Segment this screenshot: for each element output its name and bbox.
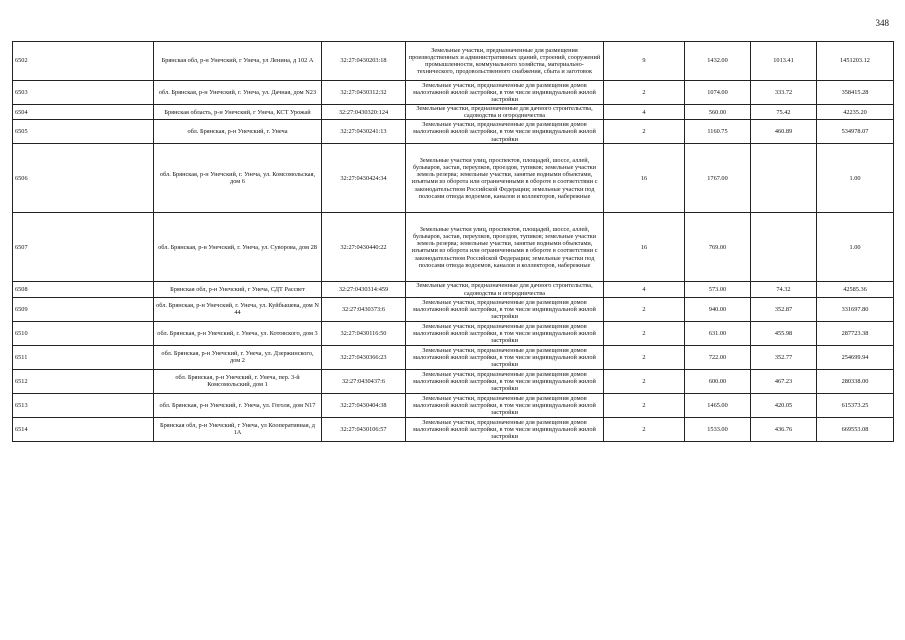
table-row [13,120,894,144]
land-use-cell: Земельные участки, предназначенные для размещения домов малоэтажной жилой застройки, в том числе индивидуальной жилой застройки [406,393,604,417]
table-row [13,297,894,321]
zone-cell: 16 [604,144,685,213]
land-use-cell: Земельные участки, предназначенные для размещения домов малоэтажной жилой застройки, в том числе индивидуальной жилой застройки [406,369,604,393]
cadastral-value-cell: 615373.25 [817,393,894,417]
address-cell: обл. Брянская, р-н Унечский, г. Унеча, ул. Дзержинского, дом 2 [154,345,322,369]
cadastral-number-cell: 32:27:0430404:38 [322,393,406,417]
address-cell: обл. Брянская, р-н Унечский, г. Унеча, ул. Суворова, дом 28 [154,213,322,282]
cadastral-number-cell: 32:27:0430241:13 [322,120,406,144]
land-use-cell: Земельные участки, предназначенные для размещения домов малоэтажной жилой застройки, в том числе индивидуальной жилой застройки [406,297,604,321]
specific-value-cell: 352.77 [751,345,817,369]
address-cell: обл. Брянская, р-н Унечский, г. Унеча [154,120,322,144]
cadastral-number-cell: 32:27:0430424:34 [322,144,406,213]
specific-value-cell [751,144,817,213]
cadastral-value-cell: 254699.94 [817,345,894,369]
row-number: 6514 [13,417,154,441]
address-cell: Брянская область, р-н Унечский, г Унеча, КСТ Урожай [154,105,322,120]
cadastral-value-cell: 280338.00 [817,369,894,393]
table-row [13,393,894,417]
address-cell: Брянская обл, р-н Унечский, г Унеча, ул Ленина, д 102 А [154,42,322,81]
cadastral-value-cell: 1.00 [817,144,894,213]
cadastral-number-cell: 32:27:0430373:6 [322,297,406,321]
specific-value-cell: 467.23 [751,369,817,393]
cadastral-number-cell: 32:27:0430366:23 [322,345,406,369]
row-number: 6510 [13,321,154,345]
row-number: 6511 [13,345,154,369]
area-cell: 1074.00 [685,81,751,105]
land-use-cell: Земельные участки, предназначенные для размещения домов малоэтажной жилой застройки, в том числе индивидуальной жилой застройки [406,321,604,345]
cadastral-number-cell: 32:27:0430437:6 [322,369,406,393]
table-row [13,213,894,282]
area-cell: 940.00 [685,297,751,321]
table-row [13,345,894,369]
table-row [13,369,894,393]
zone-cell: 16 [604,213,685,282]
row-number: 6509 [13,297,154,321]
cadastral-value-cell: 358415.28 [817,81,894,105]
cadastral-value-cell: 1.00 [817,213,894,282]
address-cell: Брянская обл, р-н Унечский, г Унеча, СДТ Рассвет [154,282,322,297]
address-cell: обл. Брянская, р-н Унечский, г. Унеча, пер. 3-й Комсомольский, дом 1 [154,369,322,393]
specific-value-cell: 75.42 [751,105,817,120]
land-use-cell: Земельные участки, предназначенные для размещения домов малоэтажной жилой застройки, в том числе индивидуальной жилой застройки [406,120,604,144]
cadastral-number-cell: 32:27:0430203:18 [322,42,406,81]
area-cell: 769.00 [685,213,751,282]
cadastral-number-cell: 32:27:0430314:459 [322,282,406,297]
row-number: 6506 [13,144,154,213]
cadastral-number-cell: 32:27:0430116:50 [322,321,406,345]
zone-cell: 2 [604,369,685,393]
row-number: 6502 [13,42,154,81]
area-cell: 560.00 [685,105,751,120]
cadastral-number-cell: 32:27:0430106:57 [322,417,406,441]
cadastral-value-cell: 669553.08 [817,417,894,441]
zone-cell: 4 [604,105,685,120]
area-cell: 722.00 [685,345,751,369]
land-use-cell: Земельные участки, предназначенные для дачного строительства, садоводства и огородничества [406,105,604,120]
cadastral-value-table [12,41,894,442]
area-cell: 631.00 [685,321,751,345]
row-number: 6504 [13,105,154,120]
address-cell: обл. Брянская, р-н Унечский, г. Унеча, ул. Котовского, дом 3 [154,321,322,345]
specific-value-cell: 460.89 [751,120,817,144]
zone-cell: 2 [604,297,685,321]
cadastral-number-cell: 32:27:0430312:32 [322,81,406,105]
zone-cell: 2 [604,393,685,417]
specific-value-cell [751,213,817,282]
area-cell: 1432.00 [685,42,751,81]
row-number: 6513 [13,393,154,417]
land-use-cell: Земельные участки, предназначенные для размещения домов малоэтажной жилой застройки, в том числе индивидуальной жилой застройки [406,81,604,105]
specific-value-cell: 455.98 [751,321,817,345]
zone-cell: 2 [604,81,685,105]
zone-cell: 2 [604,417,685,441]
cadastral-value-cell: 1451203.12 [817,42,894,81]
table-row [13,417,894,441]
cadastral-number-cell: 32:27:0430440:22 [322,213,406,282]
land-use-cell: Земельные участки улиц, проспектов, площадей, шоссе, аллей, бульваров, застав, переулков, проездов, тупиков; земельные участки земель резерва; земельные участки, занятые водными объектами, изъятыми из оборота или ограниченными в обороте в соответствии с законодательством Российской Федерации; земельные участки под полосами отвода водоемов, каналов и коллекторов, набережные [406,144,604,213]
area-cell: 573.00 [685,282,751,297]
row-number: 6508 [13,282,154,297]
zone-cell: 2 [604,321,685,345]
address-cell: обл. Брянская, р-н Унечский, г. Унеча, ул. Гоголя, дом N17 [154,393,322,417]
cadastral-value-cell: 287723.38 [817,321,894,345]
specific-value-cell: 333.72 [751,81,817,105]
area-cell: 1465.00 [685,393,751,417]
zone-cell: 4 [604,282,685,297]
address-cell: обл. Брянская, р-н Унечский, г. Унеча, ул. Куйбышева, дом N 44 [154,297,322,321]
address-cell: Брянская обл, р-н Унечский, г Унеча, ул Кооперативная, д 1А [154,417,322,441]
specific-value-cell: 74.32 [751,282,817,297]
row-number: 6512 [13,369,154,393]
specific-value-cell: 436.76 [751,417,817,441]
land-use-cell: Земельные участки улиц, проспектов, площадей, шоссе, аллей, бульваров, застав, переулков, проездов, тупиков; земельные участки земель резерва; земельные участки, занятые водными объектами, изъятыми из оборота или ограниченными в обороте в соответствии с законодательством Российской Федерации; земельные участки под полосами отвода водоемов, каналов и коллекторов, набережные [406,213,604,282]
cadastral-value-cell: 42235.20 [817,105,894,120]
cadastral-value-cell: 534978.07 [817,120,894,144]
cadastral-value-cell: 331697.80 [817,297,894,321]
table-row [13,144,894,213]
specific-value-cell: 1013.41 [751,42,817,81]
table-row [13,105,894,120]
row-number: 6505 [13,120,154,144]
table-row [13,321,894,345]
specific-value-cell: 352.87 [751,297,817,321]
address-cell: обл. Брянская, р-н Унечский, г. Унеча, ул. Комсомольская, дом 6 [154,144,322,213]
land-use-cell: Земельные участки, предназначенные для размещения производственных и административных зданий, строений, сооружений промышленности, коммунального хозяйства, материально-технического, продовольственного снабжения, сбыта и заготовок [406,42,604,81]
area-cell: 1767.00 [685,144,751,213]
land-use-cell: Земельные участки, предназначенные для размещения домов малоэтажной жилой застройки, в том числе индивидуальной жилой застройки [406,345,604,369]
zone-cell: 9 [604,42,685,81]
page-number: 348 [875,18,889,28]
area-cell: 600.00 [685,369,751,393]
zone-cell: 2 [604,345,685,369]
table-row [13,81,894,105]
table-row [13,282,894,297]
cadastral-number-cell: 32:27:0430320:124 [322,105,406,120]
land-use-cell: Земельные участки, предназначенные для дачного строительства, садоводства и огородничества [406,282,604,297]
specific-value-cell: 420.05 [751,393,817,417]
zone-cell: 2 [604,120,685,144]
area-cell: 1533.00 [685,417,751,441]
row-number: 6503 [13,81,154,105]
land-use-cell: Земельные участки, предназначенные для размещения домов малоэтажной жилой застройки, в том числе индивидуальной жилой застройки [406,417,604,441]
address-cell: обл. Брянская, р-н Унечский, г. Унеча, ул. Дачная, дом N23 [154,81,322,105]
table-row [13,42,894,81]
row-number: 6507 [13,213,154,282]
cadastral-value-cell: 42585.36 [817,282,894,297]
area-cell: 1160.75 [685,120,751,144]
